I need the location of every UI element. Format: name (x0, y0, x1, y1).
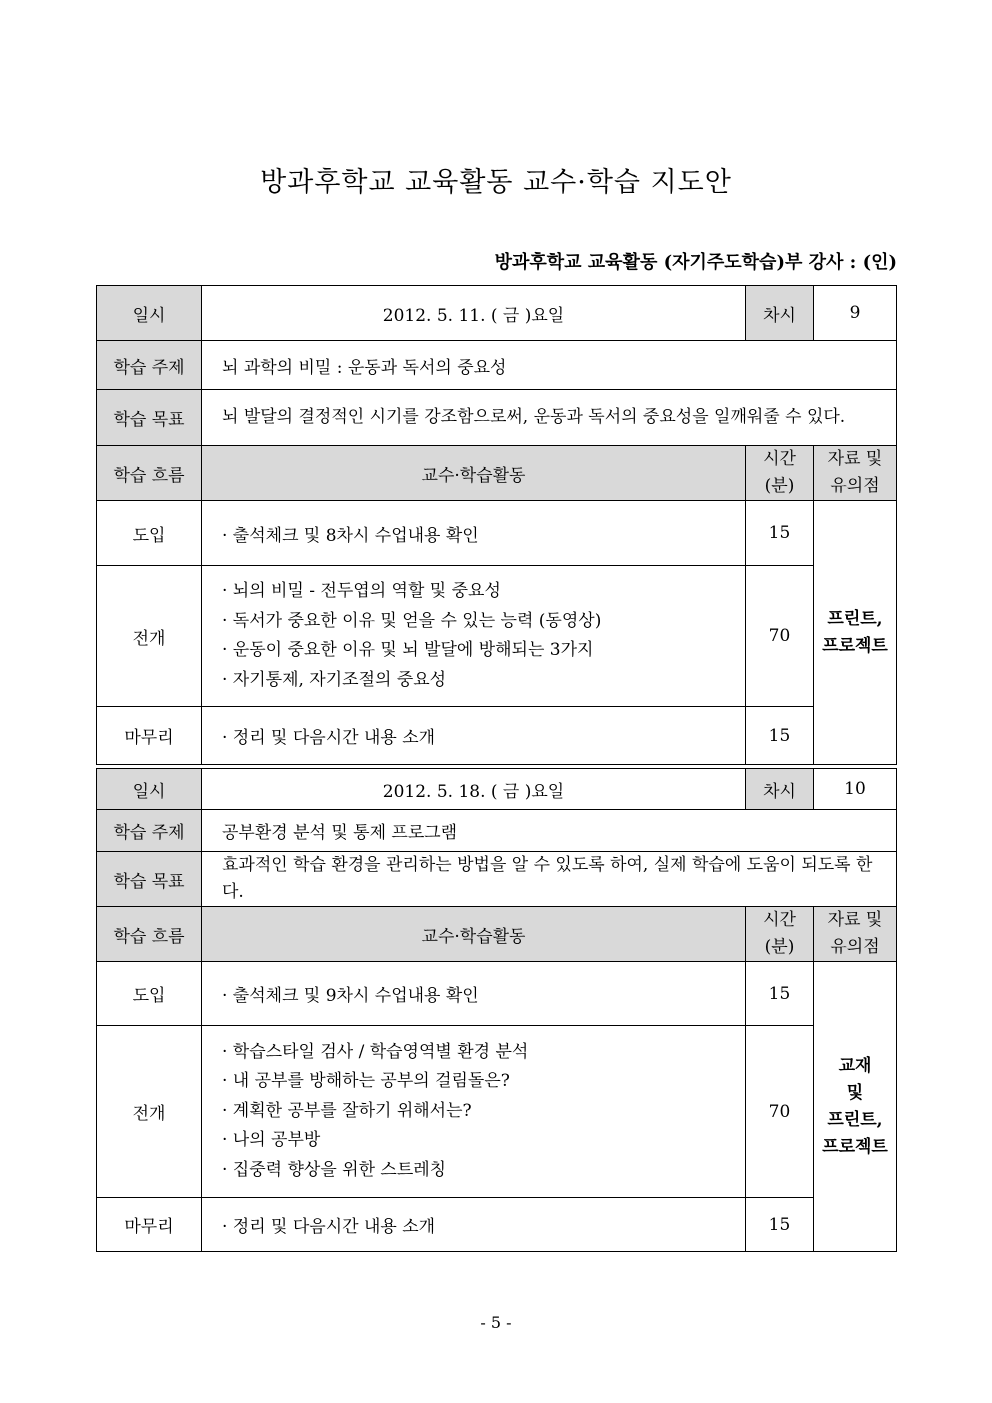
lesson-plan-table-1 (96, 285, 897, 765)
develop-time: 70 (746, 566, 814, 707)
time-header (746, 446, 814, 501)
develop-label: 전개 (97, 566, 202, 707)
material-line: 및 (846, 1082, 864, 1103)
instructor-line: 방과후학교 교육활동 (자기주도학습)부 강사 : (인) (494, 252, 897, 273)
closing-time: 15 (746, 1198, 814, 1252)
topic-value: 뇌 과학의 비밀 : 운동과 독서의 중요성 (202, 341, 897, 390)
closing-activity: · 정리 및 다음시간 내용 소개 (202, 707, 746, 765)
goal-label: 학습 목표 (97, 390, 202, 446)
material-line: 프로젝트 (822, 635, 888, 656)
session-value: 9 (814, 286, 897, 341)
closing-label: 마무리 (97, 1198, 202, 1252)
time-header-line1: 시간 (763, 449, 796, 469)
date-value: 2012. 5. 18. ( 금 )요일 (202, 769, 746, 810)
material-header-line1: 자료 및 (827, 910, 883, 930)
activity-header: 교수·학습활동 (202, 446, 746, 501)
closing-label: 마무리 (97, 707, 202, 765)
activity-header: 교수·학습활동 (202, 907, 746, 962)
document-title: 방과후학교 교육활동 교수·학습 지도안 (260, 167, 732, 198)
materials-cell (814, 962, 897, 1252)
time-header (746, 907, 814, 962)
list-item: · 자기통제, 자기조절의 중요성 (222, 669, 447, 690)
list-item: · 뇌의 비밀 - 전두엽의 역할 및 중요성 (222, 581, 501, 601)
topic-label: 학습 주제 (97, 341, 202, 390)
list-item: · 집중력 향상을 위한 스트레칭 (222, 1159, 447, 1180)
material-line: 교재 (838, 1055, 872, 1076)
list-item: · 나의 공부방 (222, 1130, 321, 1151)
date-label: 일시 (97, 769, 202, 810)
intro-time: 15 (746, 962, 814, 1026)
session-value: 10 (814, 769, 897, 810)
material-line: 프린트, (827, 1109, 883, 1130)
intro-time: 15 (746, 501, 814, 566)
develop-label: 전개 (97, 1026, 202, 1198)
list-item: · 독서가 중요한 이유 및 얻을 수 있는 능력 (동영상) (222, 610, 602, 631)
list-item: · 운동이 중요한 이유 및 뇌 발달에 방해되는 3가지 (222, 640, 594, 660)
develop-time: 70 (746, 1026, 814, 1198)
intro-label: 도입 (97, 962, 202, 1026)
topic-value: 공부환경 분석 및 통제 프로그램 (202, 810, 897, 852)
goal-label: 학습 목표 (97, 852, 202, 907)
material-header (814, 907, 897, 962)
time-header-line2: (분) (764, 476, 795, 496)
goal-value: 효과적인 학습 환경을 관리하는 방법을 알 수 있도록 하여, 실제 학습에 도움이 되도록 한다. (202, 852, 897, 907)
material-line: 프로젝트 (822, 1136, 888, 1157)
closing-activity: · 정리 및 다음시간 내용 소개 (202, 1198, 746, 1252)
date-label: 일시 (97, 286, 202, 341)
list-item: · 학습스타일 검사 / 학습영역별 환경 분석 (222, 1041, 529, 1062)
material-header-line2: 유의점 (830, 476, 880, 496)
intro-activity: · 출석체크 및 8차시 수업내용 확인 (202, 501, 746, 566)
develop-activities (202, 1026, 746, 1198)
intro-label: 도입 (97, 501, 202, 566)
closing-time: 15 (746, 707, 814, 765)
session-label: 차시 (746, 286, 814, 341)
material-line: 프린트, (827, 608, 883, 629)
material-header-line1: 자료 및 (827, 449, 883, 469)
flow-label: 학습 흐름 (97, 907, 202, 962)
session-label: 차시 (746, 769, 814, 810)
lesson-plan-table-2 (96, 768, 897, 1252)
list-item: · 계획한 공부를 잘하기 위해서는? (222, 1100, 472, 1121)
develop-activities (202, 566, 746, 707)
material-header-line2: 유의점 (830, 937, 880, 957)
time-header-line2: (분) (764, 937, 795, 957)
material-header (814, 446, 897, 501)
time-header-line1: 시간 (763, 910, 796, 930)
list-item: · 내 공부를 방해하는 공부의 걸림돌은? (222, 1071, 510, 1092)
flow-label: 학습 흐름 (97, 446, 202, 501)
materials-cell (814, 501, 897, 765)
intro-activity: · 출석체크 및 9차시 수업내용 확인 (202, 962, 746, 1026)
goal-value: 뇌 발달의 결정적인 시기를 강조함으로써, 운동과 독서의 중요성을 일깨워줄 수 있다. (202, 390, 897, 446)
page-number: - 5 - (480, 1313, 512, 1332)
date-value: 2012. 5. 11. ( 금 )요일 (202, 286, 746, 341)
topic-label: 학습 주제 (97, 810, 202, 852)
